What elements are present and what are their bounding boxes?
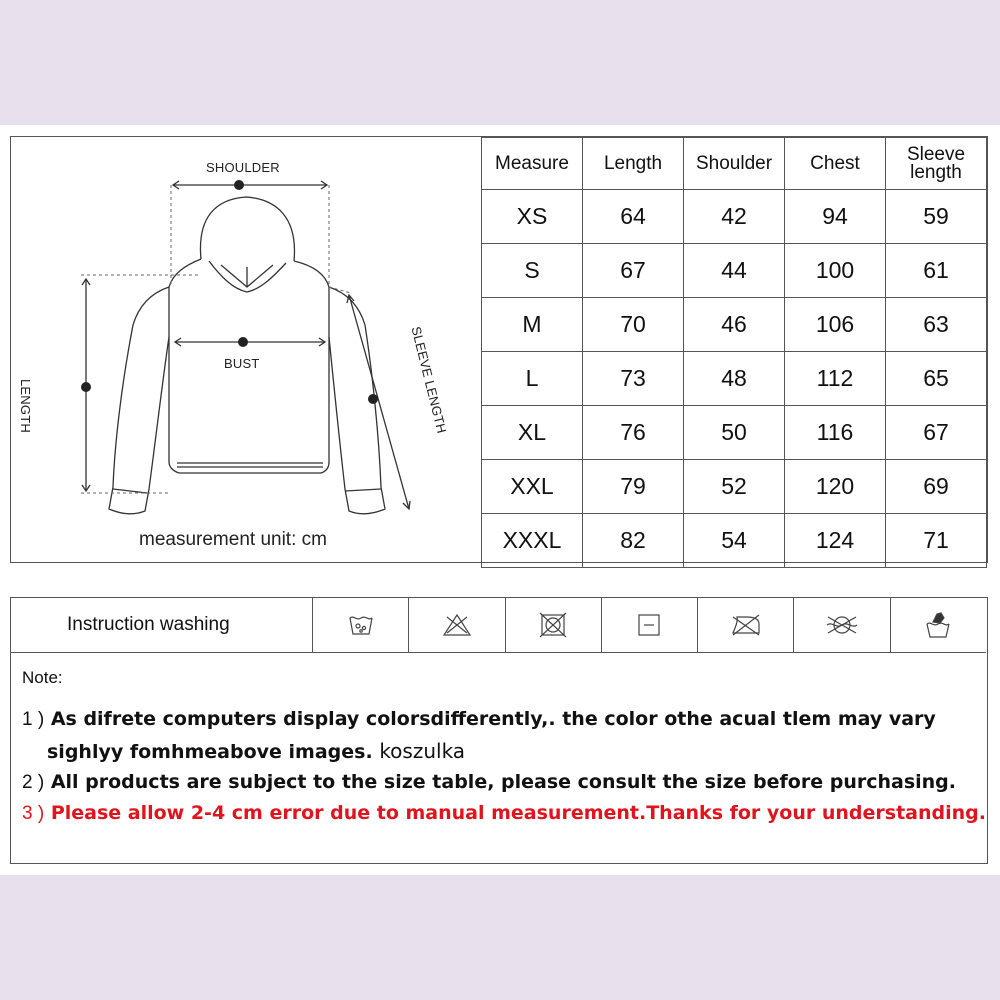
size-section bbox=[10, 136, 988, 563]
table-row bbox=[482, 406, 987, 460]
shoulder-label: SHOULDER bbox=[206, 160, 280, 175]
size-cell: M bbox=[482, 298, 583, 352]
bust-label: BUST bbox=[224, 356, 260, 371]
note-number: 2 ) bbox=[22, 772, 45, 793]
hoodie-illustration bbox=[11, 137, 481, 561]
length-cell: 76 bbox=[583, 406, 684, 460]
size-chart-card bbox=[0, 125, 1000, 875]
shoulder-cell: 54 bbox=[684, 514, 785, 568]
size-cell: XXL bbox=[482, 460, 583, 514]
size-table-header-row bbox=[482, 138, 987, 190]
chest-cell: 100 bbox=[785, 244, 886, 298]
header-shoulder: Shoulder bbox=[684, 138, 785, 190]
chest-cell: 106 bbox=[785, 298, 886, 352]
hand-wash-icon bbox=[313, 598, 409, 652]
washing-label: Instruction washing bbox=[11, 598, 313, 652]
hoodie-diagram bbox=[11, 137, 481, 561]
size-cell: S bbox=[482, 244, 583, 298]
note-extra-word: koszulka bbox=[379, 739, 466, 763]
length-cell: 79 bbox=[583, 460, 684, 514]
note-text: All products are subject to the size table, please consult the size before purchasing. bbox=[50, 771, 957, 793]
measurement-unit-text: measurement unit: cm bbox=[139, 529, 327, 550]
sleeve-cell: 71 bbox=[886, 514, 987, 568]
chest-cell: 116 bbox=[785, 406, 886, 460]
sleeve-cell: 69 bbox=[886, 460, 987, 514]
chest-cell: 94 bbox=[785, 190, 886, 244]
note-text: Please allow 2-4 cm error due to manual measurement.Thanks for your understanding. bbox=[50, 802, 986, 824]
size-cell: L bbox=[482, 352, 583, 406]
length-cell: 64 bbox=[583, 190, 684, 244]
no-tumble-dry-icon bbox=[506, 598, 602, 652]
table-row bbox=[482, 460, 987, 514]
notes-title: Note: bbox=[22, 668, 63, 687]
chest-cell: 124 bbox=[785, 514, 886, 568]
sleeve-cell: 59 bbox=[886, 190, 987, 244]
sleeve-length-label: SLEEVE LENGTH bbox=[408, 325, 450, 435]
table-row bbox=[482, 190, 987, 244]
shoulder-cell: 42 bbox=[684, 190, 785, 244]
low-iron-icon bbox=[698, 598, 794, 652]
size-cell: XL bbox=[482, 406, 583, 460]
no-bleach-icon bbox=[409, 598, 505, 652]
note-item-2 bbox=[22, 771, 972, 794]
length-label: LENGTH bbox=[18, 379, 33, 433]
flat-dry-icon bbox=[602, 598, 698, 652]
length-cell: 70 bbox=[583, 298, 684, 352]
table-row bbox=[482, 298, 987, 352]
length-cell: 73 bbox=[583, 352, 684, 406]
note-text-continuation: sighlyy fomhmeabove images. bbox=[47, 741, 373, 763]
size-cell: XXXL bbox=[482, 514, 583, 568]
sleeve-cell: 61 bbox=[886, 244, 987, 298]
size-cell: XS bbox=[482, 190, 583, 244]
header-measure: Measure bbox=[482, 138, 583, 190]
table-row bbox=[482, 352, 987, 406]
shoulder-cell: 46 bbox=[684, 298, 785, 352]
table-row bbox=[482, 244, 987, 298]
length-cell: 67 bbox=[583, 244, 684, 298]
note-number: 1 ) bbox=[22, 709, 45, 730]
note-item-1-continuation bbox=[22, 739, 972, 763]
no-dry-clean-icon bbox=[794, 598, 890, 652]
hand-wash-only-icon bbox=[891, 598, 986, 652]
sleeve-cell: 65 bbox=[886, 352, 987, 406]
notes-block bbox=[22, 668, 986, 833]
shoulder-cell: 50 bbox=[684, 406, 785, 460]
length-cell: 82 bbox=[583, 514, 684, 568]
note-item-3 bbox=[22, 802, 986, 825]
washing-section bbox=[10, 597, 988, 864]
header-sleeve-length: Sleeve length bbox=[886, 138, 987, 190]
note-item-1 bbox=[22, 708, 972, 731]
size-table bbox=[481, 137, 987, 568]
shoulder-cell: 44 bbox=[684, 244, 785, 298]
shoulder-cell: 52 bbox=[684, 460, 785, 514]
table-row bbox=[482, 514, 987, 568]
header-chest: Chest bbox=[785, 138, 886, 190]
chest-cell: 120 bbox=[785, 460, 886, 514]
note-text: As difrete computers display colorsdifferently,. the color othe acual tlem may vary bbox=[50, 708, 936, 730]
note-number: 3 ) bbox=[22, 803, 45, 824]
chest-cell: 112 bbox=[785, 352, 886, 406]
shoulder-cell: 48 bbox=[684, 352, 785, 406]
header-length: Length bbox=[583, 138, 684, 190]
washing-instructions-row bbox=[11, 598, 986, 653]
sleeve-cell: 63 bbox=[886, 298, 987, 352]
sleeve-cell: 67 bbox=[886, 406, 987, 460]
